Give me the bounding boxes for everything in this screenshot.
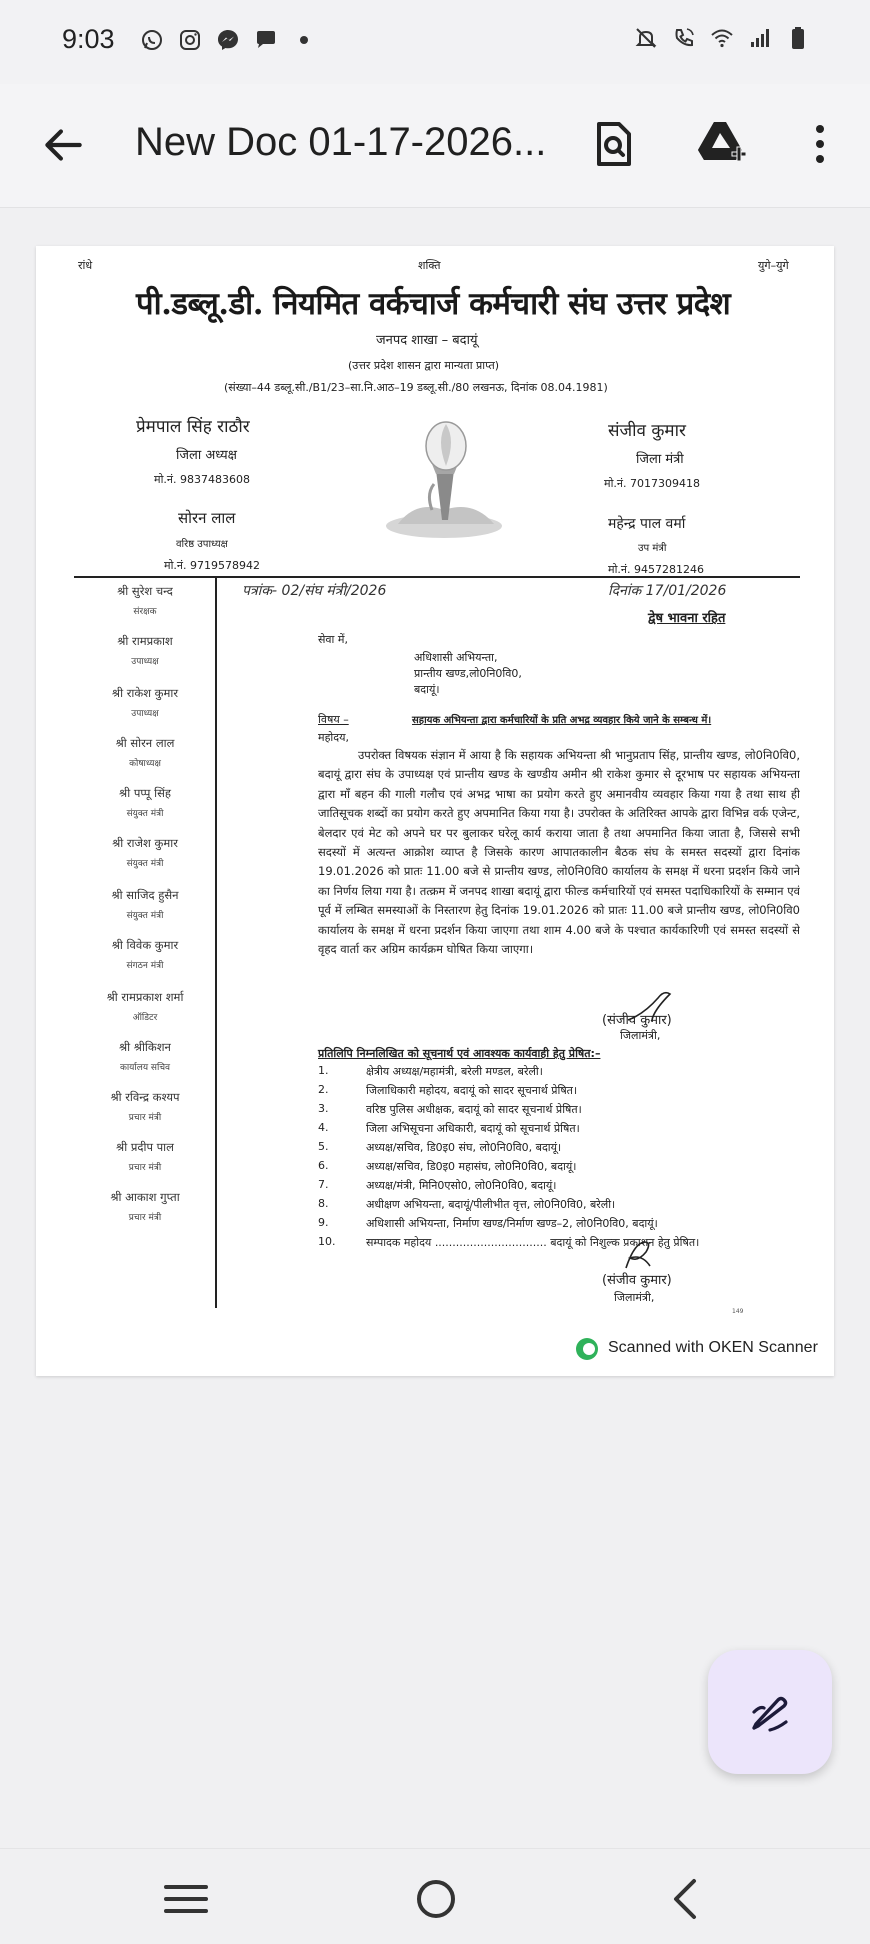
instagram-icon [178, 28, 202, 52]
signature-scribble [624, 986, 684, 1026]
official-name: महेन्द्र पाल वर्मा [608, 516, 686, 532]
cc-number: 8. [318, 1197, 329, 1210]
member-role: प्रचार मंत्री [128, 1213, 162, 1223]
cc-item: क्षेत्रीय अध्यक्ष/महामंत्री, बरेली मण्डल, बरेली। [366, 1065, 543, 1078]
member-role: ऑडिटर [132, 1013, 158, 1023]
registration-line: (संख्या–44 डब्लू.सी./B1/23–सा.नि.आठ–19 डब्लू.सी./80 लखनऊ, दिनांक 08.04.1981) [224, 381, 608, 394]
member-role: प्रचार मंत्री [128, 1113, 162, 1123]
member-role: उपाध्यक्ष [131, 657, 159, 667]
signature-title: जिलामंत्री, [614, 1291, 655, 1304]
signature-title: जिलामंत्री, [620, 1029, 661, 1042]
system-icons [634, 26, 810, 50]
member-role: संयुक्त मंत्री [126, 859, 164, 869]
official-phone: मो.नं. 9837483608 [154, 473, 251, 486]
signature-name: (संजीव कुमार) [602, 1013, 672, 1028]
letter-body: उपरोक्त विषयक संज्ञान में आया है कि सहायक अभियन्ता श्री भानुप्रताप सिंह, प्रान्तीय खण्ड, लो0नि0वि0, बदायूं द्वारा संघ के उपाध्यक्ष एवं प्रान्तीय खण्ड के खण्डीय अमीन श्री राकेश कुमार से दूरभाष पर सहायक अभियन्ता द्वारा माँ बहन की गाली गलौच एवं अभद्र भाषा का प्रयोग करते हुए अमानवीय व्यवहार किया गया है तथा साथ ही जातिसूचक शब्दों का प्रयोग करते हुए अपमानित किया गया है। उपरोक्त के अतिरिक्त आपके द्वारा विभिन्न वर्क एजेन्ट, बेलदार एवं मेट को अपने घर पर बुलाकर घरेलू कार्य कराया जाता है तथा अपमानित किया जाता है, जिससे सभी सदस्यों में अत्यन्त आक्रोश व्याप्त है जिसके कारण आपातकालीन बैठक संघ के समस्त सदस्यों द्वारा दिनांक 19.01.2026 को प्रातः 11.00 बजे से प्रान्तीय खण्ड, लो0नि0वि0 कार्यालय के समक्ष में धरना प्रदर्शन किये जाने का निर्णय लिया गया है। तत्क्रम में जनपद शाखा बदायूं द्वारा फील्ड कर्मचारियों एवं समस्त पदाधिकारियों के सम्मान एवं पूर्व में लम्बित समस्याओं के निस्तारण हेतु दिनांक 19.01.2026 को प्रातः 11.00 बजे प्रान्तीय खण्ड, लो0नि0वि0 कार्यालय के समक्ष में धरना प्रदर्शन किया जाएगा तथा शाम 4.00 बजे के पश्चात कार्यकारिणी एवं समस्त सदस्यों से वृहद वार्ता कर अग्रिम कार्यक्रम घोषित किया जाएगा। [318, 748, 800, 957]
top-right-word: युगे–युगे [758, 259, 789, 272]
member-name: श्री प्रदीप पाल [116, 1140, 174, 1154]
whatsapp-icon [140, 28, 164, 52]
header-divider [74, 576, 800, 578]
member-role: संगठन मंत्री [126, 961, 164, 971]
member-name: श्री श्रीकिशन [119, 1040, 171, 1054]
edit-pen-icon [744, 1686, 796, 1738]
letterhead-title: पी.डब्लू.डी. नियमित वर्कचार्ज कर्मचारी संघ उत्तर प्रदेश [136, 286, 731, 322]
recipient-line: बदायूं। [414, 683, 440, 696]
page-tiny-number: 149 [732, 1308, 744, 1315]
dot-icon [292, 28, 316, 52]
official-role: जिला मंत्री [636, 452, 684, 467]
member-role: कार्यालय सचिव [119, 1063, 171, 1073]
recipient-line: प्रान्तीय खण्ड,लो0नि0वि0, [414, 667, 522, 680]
edit-fab-button[interactable] [708, 1650, 832, 1774]
back-arrow-icon[interactable] [38, 120, 88, 170]
more-options-icon[interactable] [794, 116, 850, 172]
cc-number: 3. [318, 1102, 329, 1115]
cc-item: अध्यक्ष/सचिव, डि0इ0 महासंघ, लो0नि0वि0, बदायूं। [366, 1160, 577, 1173]
official-phone: मो.नं. 9719578942 [164, 559, 261, 572]
cc-number: 9. [318, 1216, 329, 1229]
oken-scanner-logo-icon [574, 1336, 600, 1362]
cc-item: सम्पादक महोदय ................................ बदायूं को निशुल्क प्रकाशन हेतु प्रेषित। [366, 1236, 700, 1249]
cc-item: अधीक्षण अभियन्ता, बदायूं/पीलीभीत वृत्त, लो0नि0वि0, बरेली। [366, 1198, 616, 1211]
cc-number: 7. [318, 1178, 329, 1191]
cc-item: जिला अभिसूचना अधिकारी, बदायूं को सूचनार्थ प्रेषित। [366, 1122, 580, 1135]
add-to-drive-icon[interactable] [694, 116, 750, 172]
home-icon[interactable] [408, 1871, 464, 1927]
subject-text: सहायक अभियन्ता द्वारा कर्मचारियों के प्रति अभद्र व्यवहार किये जाने के सम्बन्ध में। [412, 715, 712, 726]
cc-item: अध्यक्ष/मंत्री, मिनि0एसो0, लो0नि0वि0, बदायूं। [366, 1179, 557, 1192]
member-name: श्री राजेश कुमार [112, 836, 178, 850]
signal-icon [748, 26, 772, 50]
recognition-line: (उत्तर प्रदेश शासन द्वारा मान्यता प्राप्त) [348, 359, 500, 372]
cc-number: 6. [318, 1159, 329, 1172]
official-phone: मो.नं. 7017309418 [604, 477, 701, 490]
app-bar [0, 84, 870, 208]
member-role: संयुक्त मंत्री [126, 809, 164, 819]
cc-heading: प्रतिलिपि निम्नलिखित को सूचनार्थ एवं आवश्यक कार्यवाही हेतु प्रेषित:– [318, 1047, 601, 1060]
greeting: महोदय, [318, 731, 349, 744]
messenger-icon [216, 28, 240, 52]
member-name: श्री रामप्रकाश शर्मा [106, 990, 184, 1004]
member-role: संयुक्त मंत्री [126, 911, 164, 921]
branch-name: जनपद शाखा – बदायूं [376, 333, 478, 348]
wifi-icon [710, 26, 734, 50]
mute-icon [634, 26, 658, 50]
official-name: सोरन लाल [178, 509, 236, 527]
torch-emblem [376, 414, 516, 544]
member-name: श्री साजिद हुसैन [111, 888, 179, 902]
letter-number: पत्रांक- 02/संघ मंत्री/2026 [242, 583, 387, 599]
document-title: New Doc 01-17-2026... [135, 120, 547, 164]
recents-icon[interactable] [158, 1871, 214, 1927]
signature-name: (संजीव कुमार) [602, 1273, 672, 1288]
notification-icons [140, 28, 316, 52]
official-name: संजीव कुमार [608, 421, 686, 441]
cc-number: 5. [318, 1140, 329, 1153]
member-role: प्रचार मंत्री [128, 1163, 162, 1173]
status-time: 9:03 [62, 24, 115, 54]
official-name: प्रेमपाल सिंह राठौर [136, 417, 250, 437]
search-in-document-icon[interactable] [585, 116, 641, 172]
member-name: श्री आकाश गुप्ता [110, 1190, 180, 1204]
official-role: वरिष्ठ उपाध्यक्ष [176, 539, 228, 550]
member-name: श्री रामप्रकाश [117, 634, 173, 648]
navigation-bar [0, 1848, 870, 1944]
recipient-line: अधिशासी अभियन्ता, [414, 651, 498, 664]
top-center-word: शक्ति [418, 259, 441, 272]
official-role: उप मंत्री [638, 543, 667, 554]
cc-item: वरिष्ठ पुलिस अधीक्षक, बदायूं को सादर सूचनार्थ प्रेषित। [366, 1103, 582, 1116]
subject-label: विषय – [318, 713, 349, 726]
wifi-calling-icon [672, 26, 696, 50]
letter-date: दिनांक 17/01/2026 [608, 583, 727, 599]
scanner-watermark: Scanned with OKEN Scanner [608, 1339, 818, 1356]
member-name: श्री सुरेश चन्द [117, 584, 173, 598]
back-icon[interactable] [658, 1871, 714, 1927]
cc-number: 4. [318, 1121, 329, 1134]
member-name: श्री विवेक कुमार [111, 938, 179, 952]
chat-bubble-icon [254, 28, 278, 52]
member-name: श्री पप्पू सिंह [119, 786, 171, 800]
cc-item: अधिशासी अभियन्ता, निर्माण खण्ड/निर्माण खण्ड–2, लो0नि0वि0, बदायूं। [366, 1217, 658, 1230]
battery-icon [786, 26, 810, 50]
cc-item: जिलाधिकारी महोदय, बदायूं को सादर सूचनार्थ प्रेषित। [366, 1084, 578, 1097]
member-name: श्री सोरन लाल [115, 736, 175, 750]
official-phone: मो.नं. 9457281246 [608, 563, 705, 576]
document-page[interactable] [36, 246, 834, 1376]
salutation: सेवा में, [318, 633, 348, 646]
member-role: संरक्षक [133, 607, 157, 617]
member-name: श्री रविन्द्र कश्यप [110, 1090, 180, 1104]
cc-item: अध्यक्ष/सचिव, डि0इ0 संघ, लो0नि0वि0, बदायूं। [366, 1141, 562, 1154]
tagline: द्वेष भावना रहित [648, 611, 726, 626]
top-left-word: रांधे [78, 259, 93, 272]
member-role: उपाध्यक्ष [131, 709, 159, 719]
cc-number: 2. [318, 1083, 329, 1096]
member-name: श्री राकेश कुमार [111, 686, 179, 700]
cc-number: 10. [318, 1235, 336, 1248]
official-role: जिला अध्यक्ष [176, 448, 238, 463]
member-role: कोषाध्यक्ष [129, 759, 161, 769]
status-bar [0, 0, 870, 84]
cc-number: 1. [318, 1064, 329, 1077]
